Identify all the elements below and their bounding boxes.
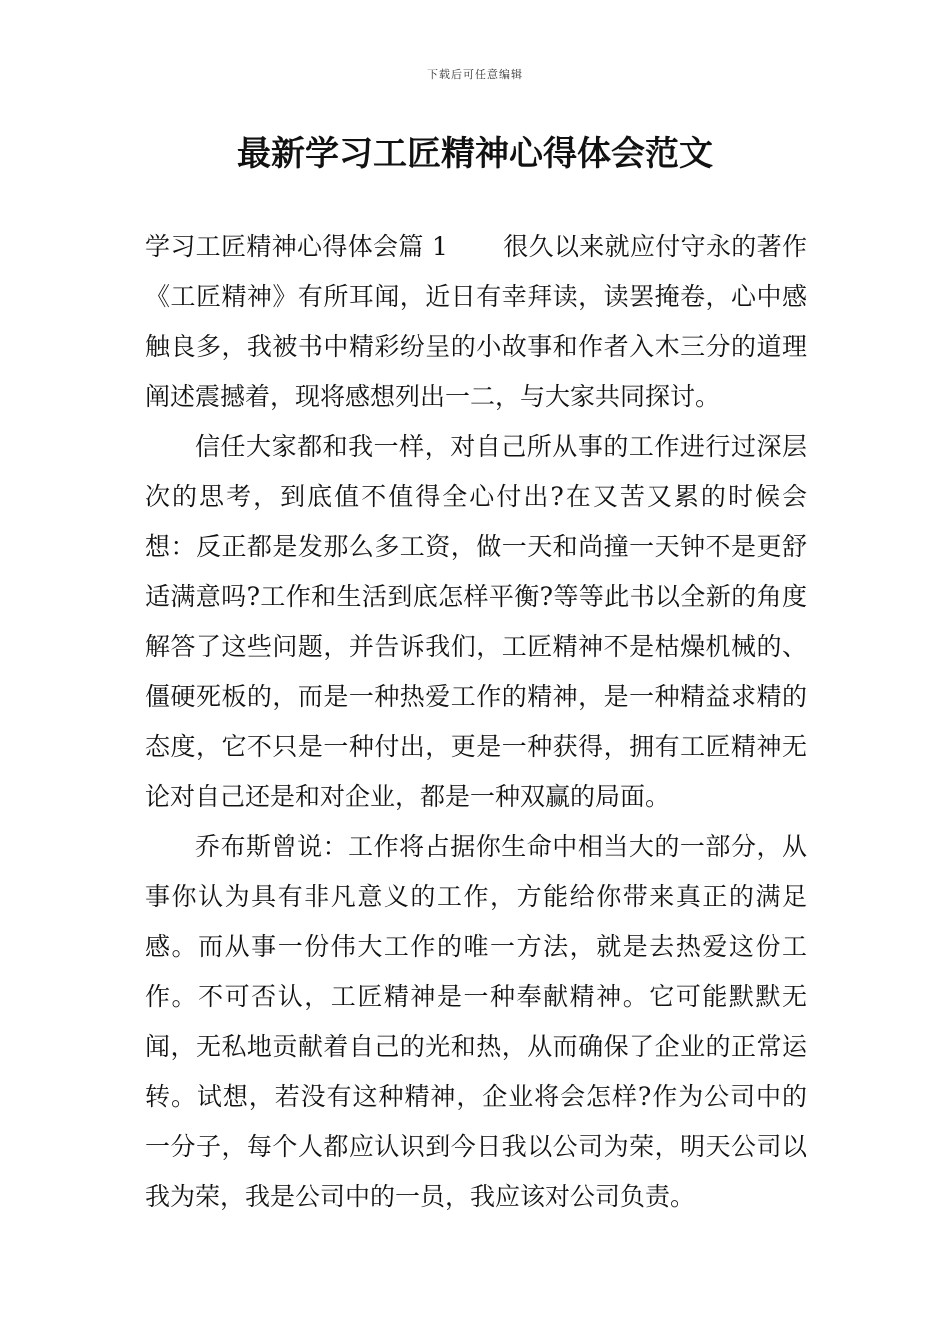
- paragraph-2: 信任大家都和我一样，对自己所从事的工作进行过深层次的思考，到底值不值得全心付出?在又苦又累的时候会想：反正都是发那么多工资，做一天和尚撞一天钟不是更舒适满意吗?工作和生活到底怎样平衡?等等此书以全新的角度解答了这些问题，并告诉我们，工匠精神不是枯燥机械的、僵硬死板的，而是一种热爱工作的精神，是一种精益求精的态度，它不只是一种付出，更是一种获得，拥有工匠精神无论对自己还是和对企业，都是一种双赢的局面。: [145, 432, 807, 811]
- paragraph-3: 乔布斯曾说：工作将占据你生命中相当大的一部分，从事你认为具有非凡意义的工作，方能给你带来真正的满足感。而从事一份伟大工作的唯一方法，就是去热爱这份工作。不可否认，工匠精神是一种奉献精神。它可能默默无闻，无私地贡献着自己的光和热，从而确保了企业的正常运转。试想，若没有这种精神，企业将会怎样?作为公司中的一分子，每个人都应认识到今日我以公司为荣，明天公司以我为荣，我是公司中的一员，我应该对公司负责。: [145, 832, 807, 1211]
- paragraph-1-text: 很久以来就应付守永的著作《工匠精神》有所耳闻，近日有幸拜读，读罢掩卷，心中感触良多，我被书中精彩纷呈的小故事和作者入木三分的道理阐述震撼着，现将感想列出一二，与大家共同探讨。: [145, 232, 807, 411]
- header-note: 下载后可任意编辑: [427, 68, 523, 81]
- document-body: [145, 222, 807, 1222]
- document-title: 最新学习工匠精神心得体会范文: [237, 134, 713, 174]
- paragraph-1: [145, 222, 807, 422]
- section-label: 学习工匠精神心得体会篇 1: [145, 232, 448, 261]
